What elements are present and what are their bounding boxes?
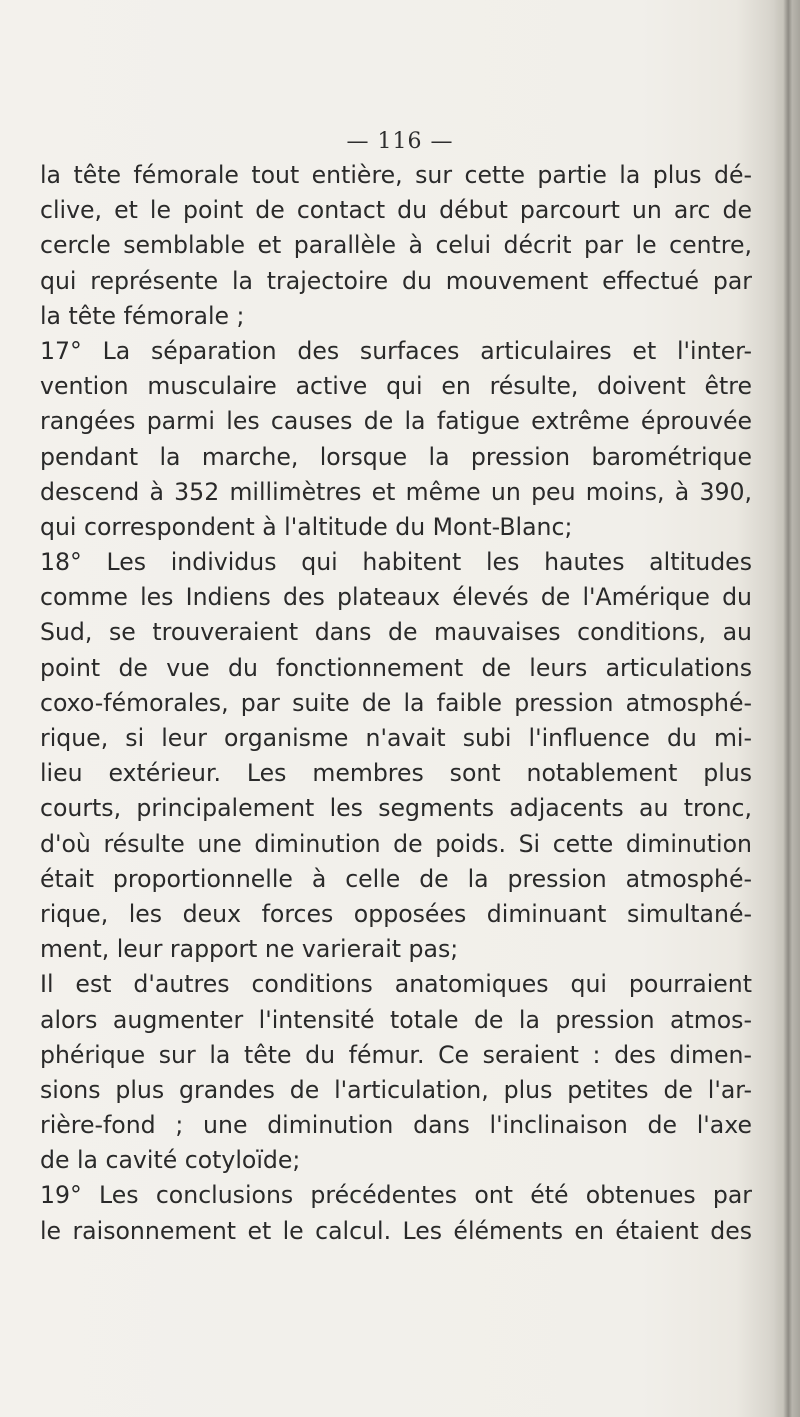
text-line: 17° La séparation des surfaces articulaires et l'inter- <box>40 336 752 365</box>
page-number: — 116 — <box>346 129 454 154</box>
text-line: courts, principalement les segments adjacents au tronc, <box>40 794 752 823</box>
text-line: lieu extérieur. Les membres sont notablement plus <box>40 759 752 788</box>
text-line: la tête fémorale tout entière, sur cette partie la plus dé- <box>40 161 752 189</box>
text-line: descend à 352 millimètres et même un peu moins, à 390, <box>40 477 752 506</box>
text-line: point de vue du fonctionnement de leurs articulations <box>40 653 752 682</box>
text-line: 19° Les conclusions précédentes ont été obtenues par <box>40 1181 752 1210</box>
text-line: Sud, se trouveraient dans de mauvaises conditions, au <box>40 618 752 647</box>
text-line: le raisonnement et le calcul. Les éléments en étaient des <box>40 1216 752 1245</box>
text-line: phérique sur la tête du fémur. Ce seraient : des dimen- <box>40 1040 752 1069</box>
text-line: rière-fond ; une diminution dans l'inclinaison de l'axe <box>40 1111 752 1140</box>
page-binding-edge <box>774 0 800 1417</box>
text-line: pendant la marche, lorsque la pression barométrique <box>40 442 752 471</box>
text-line: rique, les deux forces opposées diminuant simultané- <box>40 899 752 928</box>
text-line: rangées parmi les causes de la fatigue extrême éprouvée <box>40 407 752 436</box>
body-text <box>40 158 752 1249</box>
text-line: rique, si leur organisme n'avait subi l'influence du mi- <box>40 724 752 752</box>
text-line: comme les Indiens des plateaux élevés de l'Amérique du <box>40 583 752 612</box>
text-line: alors augmenter l'intensité totale de la pression atmos- <box>40 1005 752 1034</box>
text-line: 18° Les individus qui habitent les hautes altitudes <box>40 548 752 577</box>
text-line: cercle semblable et parallèle à celui décrit par le centre, <box>40 231 752 260</box>
text-line: qui représente la trajectoire du mouvement effectué par <box>40 266 752 295</box>
text-line: d'où résulte une diminution de poids. Si cette diminution <box>40 829 752 858</box>
text-line: coxo-fémorales, par suite de la faible pression atmosphé- <box>40 688 752 717</box>
text-line: qui correspondent à l'altitude du Mont-Blanc; <box>40 512 573 541</box>
text-line: la tête fémorale ; <box>40 301 245 330</box>
text-line: était proportionnelle à celle de la pression atmosphé- <box>40 864 752 893</box>
text-line: Il est d'autres conditions anatomiques qui pourraient <box>40 970 752 999</box>
text-line: vention musculaire active qui en résulte, doivent être <box>40 372 752 401</box>
text-line: clive, et le point de contact du début parcourt un arc de <box>40 196 752 225</box>
text-line: sions plus grandes de l'articulation, plus petites de l'ar- <box>40 1075 752 1104</box>
text-line: ment, leur rapport ne varierait pas; <box>40 935 459 964</box>
text-line: de la cavité cotyloïde; <box>40 1146 301 1175</box>
